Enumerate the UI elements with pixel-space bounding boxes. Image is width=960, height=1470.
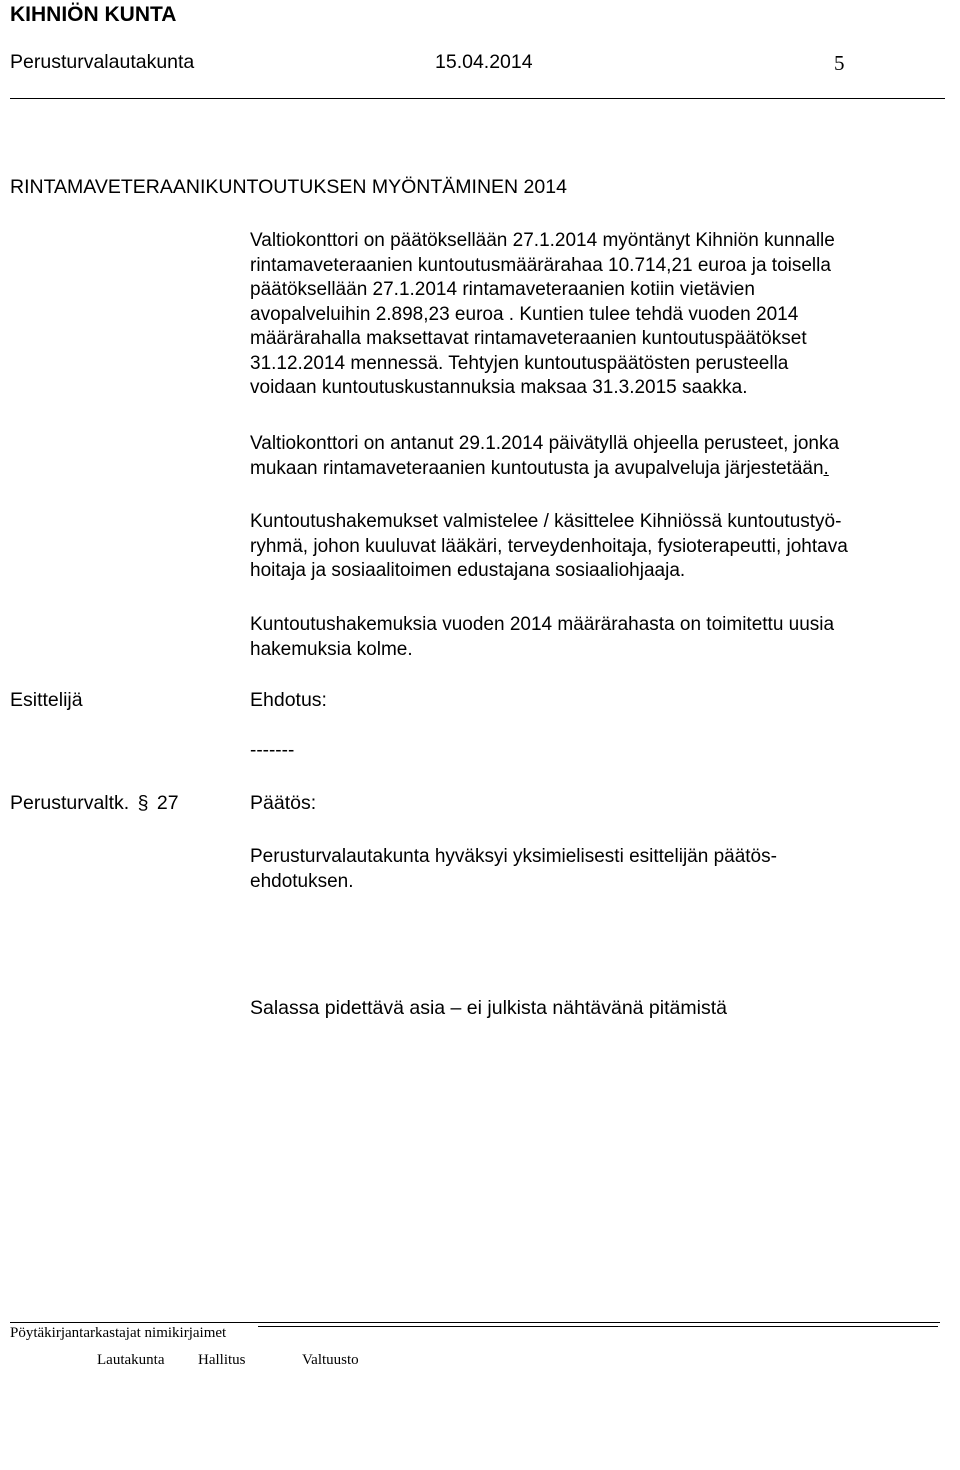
decision-label: Päätös: <box>250 792 317 814</box>
paragraph-line: hoitaja ja sosiaalitoimen edustajana sosiaaliohjaaja. <box>250 560 686 581</box>
section-reference <box>10 792 179 815</box>
header-rule <box>10 98 945 99</box>
paragraph-line: Valtiokonttori on antanut 29.1.2014 päivätyllä ohjeella perusteet, jonka <box>250 433 840 454</box>
municipality-name: KIHNIÖN KUNTA <box>10 3 177 26</box>
section-title: RINTAMAVETERAANIKUNTOUTUKSEN MYÖNTÄMINEN 2014 <box>10 176 567 198</box>
presenter-label: Esittelijä <box>10 689 83 711</box>
decision-text <box>250 845 777 894</box>
paragraph-line: määrärahalla maksettavat rintamaveteraanien kuntoutuspäätökset <box>250 328 807 349</box>
paragraph-preparation <box>250 510 848 584</box>
footer-rule <box>10 1322 940 1323</box>
paragraph-line: 31.12.2014 mennessä. Tehtyjen kuntoutuspäätösten perusteella <box>250 352 789 374</box>
committee-name: Perusturvalautakunta <box>10 51 195 73</box>
paragraph-line: ryhmä, johon kuuluvat lääkäri, terveydenhoitaja, fysioterapeutti, johtava <box>250 535 848 557</box>
paragraph-line: Kuntoutushakemuksia vuoden 2014 määrärahasta on toimitettu uusia <box>250 614 835 635</box>
paragraph-guidance <box>250 432 839 481</box>
footer-body-committee: Lautakunta <box>97 1352 165 1368</box>
proposal-label: Ehdotus: <box>250 689 327 711</box>
paragraph-line: Perusturvalautakunta hyväksyi yksimielisesti esittelijän päätös- <box>250 846 777 867</box>
section-symbol: § <box>137 792 149 814</box>
paragraph-line: voidaan kuntoutuskustannuksia maksaa 31.3.2015 saakka. <box>250 377 748 398</box>
paragraph-line: hakemuksia kolme. <box>250 638 413 660</box>
footer-signature-line <box>258 1326 938 1327</box>
paragraph-line: Valtiokonttori on päätöksellään 27.1.2014 myöntänyt Kihniön kunnalle <box>250 230 835 251</box>
paragraph-line: avopalveluihin 2.898,23 euroa . Kuntien tulee tehdä vuoden 2014 <box>250 303 799 325</box>
paragraph-allocation <box>250 229 835 401</box>
paragraph-line: päätöksellään 27.1.2014 rintamaveteraanien kotiin vietävien <box>250 279 755 300</box>
section-number: 27 <box>156 792 179 814</box>
paragraph-line: Kuntoutushakemukset valmistelee / käsittelee Kihniössä kuntoutustyö- <box>250 511 842 532</box>
footer-body-board: Hallitus <box>198 1352 246 1368</box>
paragraph-line: rintamaveteraanien kuntoutusmäärärahaa 10.714,21 euroa ja toisella <box>250 254 831 276</box>
paragraph-line: ehdotuksen. <box>250 870 354 892</box>
footer-body-council: Valtuusto <box>302 1352 359 1368</box>
underlined-period: . <box>823 457 829 479</box>
paragraph-applications <box>250 613 834 662</box>
paragraph-line <box>250 457 839 482</box>
section-ref-prefix: Perusturvaltk. <box>10 792 130 814</box>
paragraph-line-text: mukaan rintamaveteraanien kuntoutusta ja avupalveluja järjestetään <box>250 457 824 479</box>
page-number: 5 <box>834 51 845 75</box>
signatures-label: Pöytäkirjantarkastajat nimikirjaimet <box>10 1325 227 1341</box>
proposal-text: ------- <box>250 740 295 761</box>
meeting-date: 15.04.2014 <box>435 51 533 73</box>
confidential-note: Salassa pidettävä asia – ei julkista nähtävänä pitämistä <box>250 997 727 1019</box>
